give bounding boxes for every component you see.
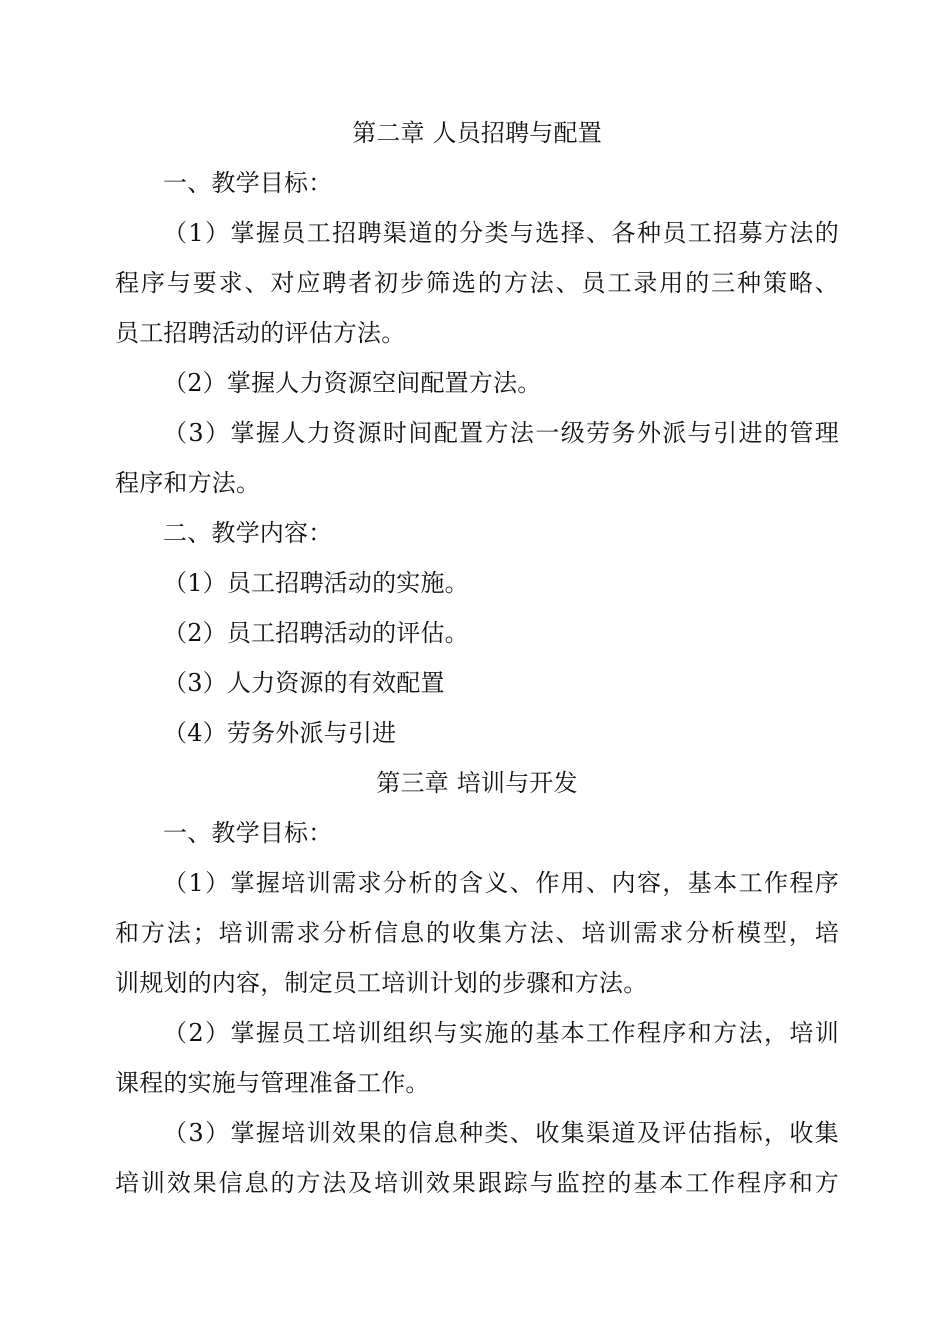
list-item: （1）员工招聘活动的实施。: [163, 569, 469, 597]
paragraph: [115, 1008, 839, 1108]
section-heading: 一、教学目标：: [163, 169, 333, 197]
chapter-title: 第三章 培训与开发: [376, 769, 578, 797]
document-body: [115, 108, 839, 1208]
paragraph: [115, 858, 839, 1008]
paragraph-line: （1）掌握员工招聘渠道的分类与选择、各种员工招募方法的: [163, 219, 839, 247]
paragraph-line: 程序与要求、对应聘者初步筛选的方法、员工录用的三种策略、: [115, 269, 839, 297]
paragraph-line: 和方法；培训需求分析信息的收集方法、培训需求分析模型，培: [115, 919, 839, 947]
paragraph: [115, 408, 839, 508]
list-item: （4）劳务外派与引进: [163, 719, 397, 747]
paragraph-line: （3）掌握培训效果的信息种类、收集渠道及评估指标，收集: [163, 1119, 839, 1147]
chapter-title: 第二章 人员招聘与配置: [352, 119, 602, 147]
list-item: （2）员工招聘活动的评估。: [163, 619, 469, 647]
paragraph-line: 课程的实施与管理准备工作。: [115, 1069, 430, 1097]
paragraph: [115, 358, 839, 408]
list-item: （3）人力资源的有效配置: [163, 669, 445, 697]
paragraph-line: （3）掌握人力资源时间配置方法一级劳务外派与引进的管理: [163, 419, 839, 447]
paragraph-line: 培训效果信息的方法及培训效果跟踪与监控的基本工作程序和方: [115, 1169, 839, 1197]
paragraph-line: （1）掌握培训需求分析的含义、作用、内容，基本工作程序: [163, 869, 839, 897]
section-heading: 一、教学目标：: [163, 819, 333, 847]
paragraph: [115, 208, 839, 358]
paragraph-line: 程序和方法。: [115, 469, 261, 497]
section-heading: 二、教学内容：: [163, 519, 333, 547]
paragraph: [115, 1108, 839, 1208]
paragraph-line: （2）掌握员工培训组织与实施的基本工作程序和方法，培训: [163, 1019, 839, 1047]
paragraph-line: （2）掌握人力资源空间配置方法。: [163, 369, 542, 397]
paragraph-line: 训规划的内容，制定员工培训计划的步骤和方法。: [115, 969, 648, 997]
paragraph-line: 员工招聘活动的评估方法。: [115, 319, 406, 347]
